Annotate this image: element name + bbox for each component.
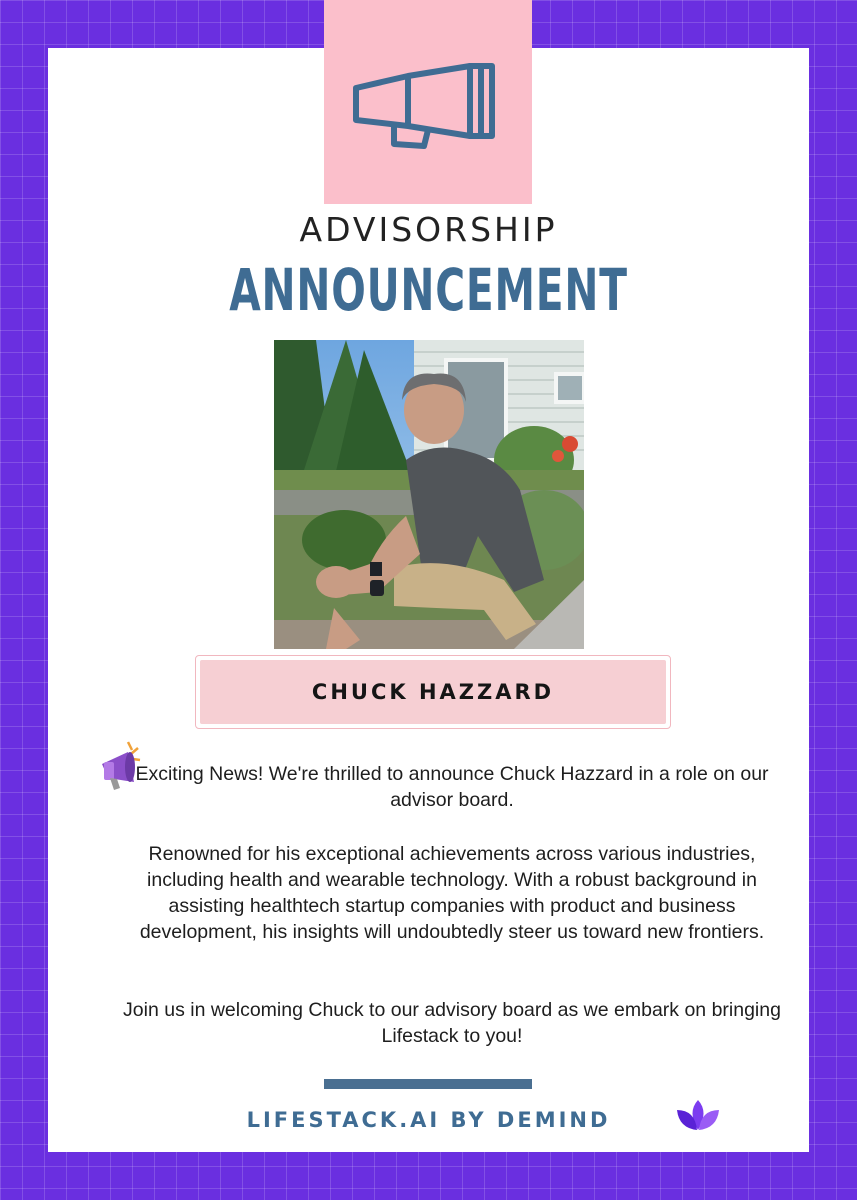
megaphone-icon bbox=[348, 52, 508, 162]
footer-brand: LIFESTACK.AI BY DEMIND bbox=[246, 1108, 611, 1132]
advisor-name-plate bbox=[195, 655, 671, 729]
lotus-logo-icon bbox=[673, 1096, 723, 1136]
header-tab bbox=[324, 0, 532, 204]
announcement-kicker: ADVISORSHIP bbox=[299, 210, 558, 249]
advisor-name: CHUCK HAZZARD bbox=[311, 680, 555, 704]
intro-paragraph: Exciting News! We're thrilled to announce Chuck Hazzard in a role on our advisor board. bbox=[135, 763, 769, 811]
advisor-name-panel bbox=[200, 660, 666, 724]
advisor-portrait-photo bbox=[274, 340, 584, 649]
footer-divider bbox=[324, 1079, 532, 1089]
announcement-headline: ANNOUNCEMENT bbox=[229, 256, 628, 324]
background-paragraph: Renowned for his exceptional achievements across various industries, including health and wearable technology. With a robust background in assisting healthtech startup companies with product and business development, his insights will undoubtedly steer us toward new frontiers. bbox=[139, 843, 765, 943]
welcome-paragraph: Join us in welcoming Chuck to our advisory board as we embark on bringing Lifestack to you! bbox=[123, 999, 781, 1047]
